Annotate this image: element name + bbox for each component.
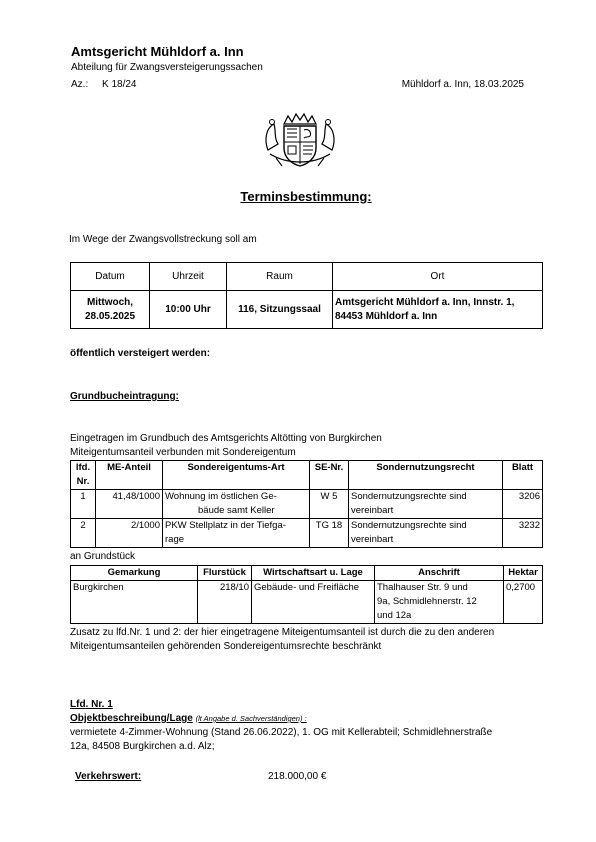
objekt-note: (lt Angabe d. Sachverständigen) :	[195, 714, 307, 723]
zusatz-line2: Miteigentumsanteilen gehörenden Sondereigentumsrechte beschränkt	[70, 641, 382, 652]
header-blatt: Blatt	[503, 461, 543, 490]
row1-me: 41,48/1000	[96, 490, 163, 519]
header-lfd-line1: lfd.	[75, 462, 91, 473]
header-sondernutzungsrecht: Sondernutzungsrecht	[349, 461, 503, 490]
header-wirtschaftsart: Wirtschaftsart u. Lage	[252, 566, 375, 581]
termin-uhrzeit: 10:00 Uhr	[150, 291, 227, 329]
grundbuch-heading: Grundbucheintragung:	[70, 391, 179, 402]
row1-recht	[349, 490, 503, 519]
zusatz-line1: Zusatz zu lfd.Nr. 1 und 2: der hier eingetragene Miteigentumsanteil ist durch die zu den anderen	[70, 627, 495, 638]
termin-ort-line2: 84453 Mühldorf a. Inn	[335, 310, 438, 322]
table-row	[71, 519, 543, 548]
row1-art	[163, 490, 310, 519]
termin-table	[70, 262, 543, 329]
row1-recht-line1: Sondernutzungsrechte sind	[351, 491, 467, 502]
intro-text: Im Wege der Zwangsvollstreckung soll am	[69, 234, 257, 245]
header-me-anteil: ME-Anteil	[96, 461, 163, 490]
termin-header-uhrzeit: Uhrzeit	[150, 263, 227, 291]
row2-nr: 2	[71, 519, 96, 548]
header-se-nr: SE-Nr.	[310, 461, 349, 490]
row2-me: 2/1000	[96, 519, 163, 548]
row1-nr: 1	[71, 490, 96, 519]
flurstueck-value: 218/10	[198, 581, 252, 624]
termin-datum	[71, 291, 150, 329]
lfd-nr-heading: Lfd. Nr. 1	[70, 699, 113, 710]
termin-header-ort: Ort	[333, 263, 543, 291]
row1-art-line2: bäude samt Keller	[198, 505, 275, 516]
grundbuch-line1: Eingetragen im Grundbuch des Amtsgerichts Altötting von Burgkirchen	[70, 433, 382, 444]
row2-recht-line1: Sondernutzungsrechte sind	[351, 520, 467, 531]
row1-se: W 5	[310, 490, 349, 519]
header-lfd-nr	[71, 461, 96, 490]
grundstueck-label: an Grundstück	[70, 551, 136, 562]
bavaria-coat-of-arms-icon	[262, 110, 338, 168]
row2-blatt: 3232	[503, 519, 543, 548]
objekt-line2: 12a, 84508 Burgkirchen a.d. Alz;	[70, 741, 215, 752]
termin-header-raum: Raum	[227, 263, 333, 291]
header-flurstueck: Flurstück	[198, 566, 252, 581]
az-value: K 18/24	[102, 79, 137, 90]
termin-datum-date: 28.05.2025	[84, 310, 136, 322]
az-label: Az.:	[71, 79, 89, 90]
row2-recht	[349, 519, 503, 548]
department: Abteilung für Zwangsversteigerungssachen	[71, 62, 263, 73]
termin-datum-weekday: Mittwoch,	[86, 296, 134, 308]
row2-art	[163, 519, 310, 548]
objekt-heading-line	[70, 713, 307, 725]
row1-blatt: 3206	[503, 490, 543, 519]
anschrift-line1: Thalhauser Str. 9 und	[377, 582, 468, 593]
grundbuch-line2: Miteigentumsanteil verbunden mit Sondereigentum	[70, 447, 296, 458]
header-gemarkung: Gemarkung	[71, 566, 198, 581]
table-row	[71, 490, 543, 519]
objekt-heading: Objektbeschreibung/Lage	[70, 713, 193, 724]
row2-art-line2: rage	[165, 534, 185, 545]
header-anschrift: Anschrift	[375, 566, 504, 581]
page-title: Terminsbestimmung:	[240, 189, 372, 204]
termin-ort-line1: Amtsgericht Mühldorf a. Inn, Innstr. 1,	[335, 296, 515, 308]
miteigentum-table	[70, 460, 543, 548]
row1-recht-line2: vereinbart	[351, 505, 394, 516]
objekt-line1: vermietete 4-Zimmer-Wohnung (Stand 26.06.2022), 1. OG mit Kellerabteil; Schmidlehnerstraße	[70, 727, 493, 738]
termin-ort	[333, 291, 543, 329]
row2-se: TG 18	[310, 519, 349, 548]
row1-art-line1: Wohnung im östlichen Ge-	[165, 491, 277, 502]
header-hektar: Hektar	[504, 566, 543, 581]
hektar-value: 0,2700	[504, 581, 543, 624]
anschrift-line3: und 12a	[377, 610, 412, 621]
anschrift-line2: 9a, Schmidlehnerstr. 12	[377, 596, 477, 607]
row2-recht-line2: vereinbart	[351, 534, 394, 545]
termin-header-datum: Datum	[71, 263, 150, 291]
header-lfd-line2: Nr.	[76, 476, 90, 487]
verkehrswert-value: 218.000,00 €	[268, 771, 327, 782]
wirtschaftsart-value: Gebäude- und Freifläche	[252, 581, 375, 624]
grundstueck-table	[70, 565, 543, 624]
termin-raum: 116, Sitzungssaal	[227, 291, 333, 329]
auction-line: öffentlich versteigert werden:	[70, 348, 211, 359]
header-sondereigentums-art: Sondereigentums-Art	[163, 461, 310, 490]
row2-art-line1: PKW Stellplatz in der Tiefga-	[165, 520, 286, 531]
place-date: Mühldorf a. Inn, 18.03.2025	[401, 79, 524, 90]
anschrift-value	[375, 581, 504, 624]
table-row	[71, 581, 543, 624]
gemarkung-value: Burgkirchen	[71, 581, 198, 624]
verkehrswert-label: Verkehrswert:	[75, 771, 142, 782]
court-name: Amtsgericht Mühldorf a. Inn	[71, 44, 244, 59]
